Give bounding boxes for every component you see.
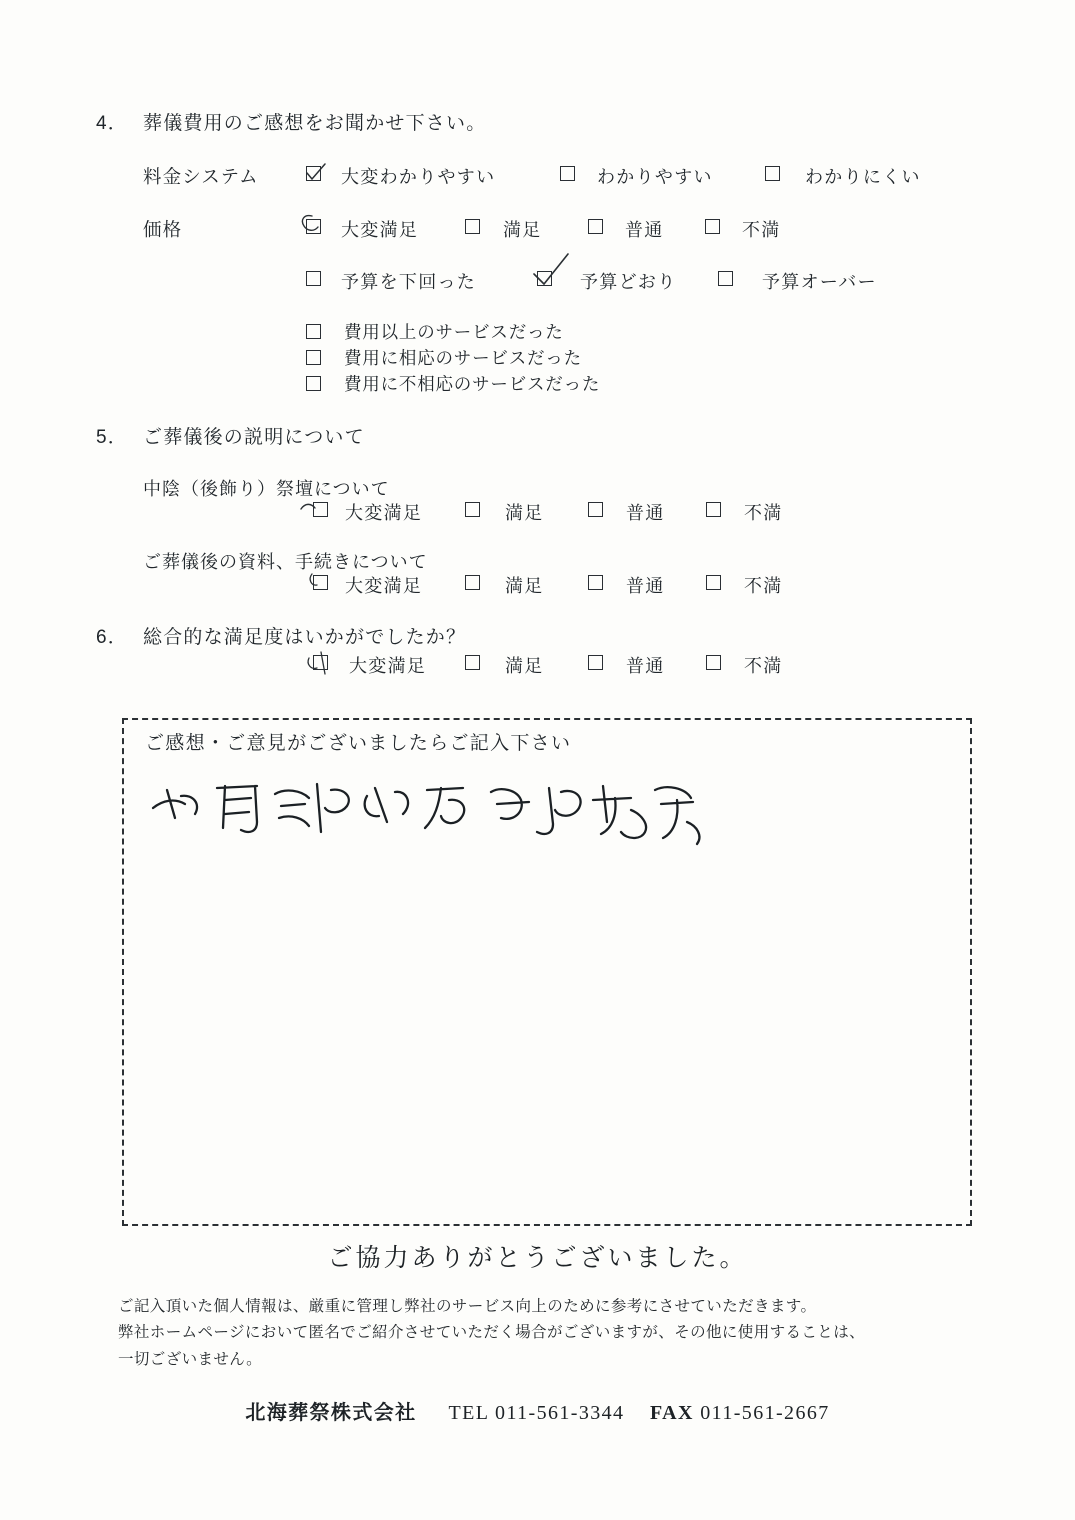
q4-row3-checkbox-0[interactable]: [306, 271, 321, 286]
q5-row2-option-2[interactable]: 普通: [626, 576, 665, 596]
question-6-number: 6．: [96, 627, 128, 648]
q6-row1-checkbox-3[interactable]: [706, 655, 721, 670]
q5-row1-option-0[interactable]: 大変満足: [345, 503, 423, 523]
company-contact-line: [0, 1396, 1075, 1425]
q4-service-checkbox-2[interactable]: [306, 376, 321, 391]
q4-row1-option-1[interactable]: わかりやすい: [597, 167, 713, 187]
q5-row2-checkbox-3[interactable]: [706, 575, 721, 590]
q4-row2-option-3[interactable]: 不満: [742, 220, 781, 240]
privacy-notice-line-3: 一切ございません。: [118, 1350, 263, 1368]
q4-service-checkbox-1[interactable]: [306, 350, 321, 365]
question-4-number: 4．: [96, 113, 128, 134]
thanks-message: ご協力ありがとうございました。: [327, 1244, 748, 1272]
q4-service-option-2[interactable]: 費用に不相応のサービスだった: [344, 374, 601, 394]
q6-row1-option-1[interactable]: 満足: [505, 656, 544, 676]
q6-row1-option-0[interactable]: 大変満足: [349, 656, 427, 676]
q5-row2-checkbox-2[interactable]: [588, 575, 603, 590]
question-5-number: 5．: [96, 427, 128, 448]
privacy-notice-line-1: ご記入頂いた個人情報は、厳重に管理し弊社のサービス向上のために参考にさせていただきます。: [118, 1298, 817, 1315]
fax-label: FAX: [650, 1402, 694, 1424]
comment-box-title: ご感想・ご意見がございましたらご記入下さい: [145, 733, 572, 754]
q4-row1-checkbox-0[interactable]: [306, 166, 321, 181]
question-5-title: ご葬儀後の説明について: [143, 427, 365, 448]
q5-row1-option-2[interactable]: 普通: [626, 503, 665, 523]
q5-row2-checkbox-1[interactable]: [465, 575, 480, 590]
tel-label: TEL: [448, 1402, 489, 1424]
q5-row2-option-3[interactable]: 不満: [744, 576, 783, 596]
q4-row2-option-0[interactable]: 大変満足: [341, 220, 419, 240]
fax-number: 011-561-2667: [700, 1402, 830, 1424]
q4-row1-option-2[interactable]: わかりにくい: [805, 167, 921, 187]
q4-row3-option-0[interactable]: 予算を下回った: [341, 272, 477, 292]
q4-row3-checkbox-2[interactable]: [718, 271, 733, 286]
q4-row2-checkbox-1[interactable]: [465, 219, 480, 234]
q4-row3-option-1[interactable]: 予算どおり: [580, 272, 677, 292]
question-4-title: 葬儀費用のご感想をお聞かせ下さい。: [143, 113, 487, 134]
tel-number: 011-561-3344: [495, 1402, 625, 1424]
q6-row1-checkbox-0[interactable]: [313, 655, 328, 670]
q4-row2-option-1[interactable]: 満足: [503, 220, 542, 240]
privacy-notice: [118, 1294, 968, 1373]
q4-row3-option-2[interactable]: 予算オーバー: [762, 272, 877, 292]
q5-row1-checkbox-3[interactable]: [706, 502, 721, 517]
q5-row2-checkbox-0[interactable]: [313, 575, 328, 590]
q4-row2-option-2[interactable]: 普通: [625, 220, 664, 240]
q5-row2-option-0[interactable]: 大変満足: [345, 576, 423, 596]
q4-row2-checkbox-0[interactable]: [306, 219, 321, 234]
q6-row1-option-3[interactable]: 不満: [744, 656, 783, 676]
privacy-notice-line-2: 弊社ホームページにおいて匿名でご紹介させていただく場合がございますが、その他に使用することは、: [118, 1324, 865, 1342]
q5-row1-option-1[interactable]: 満足: [505, 503, 544, 523]
handwritten-comment: [145, 770, 705, 860]
company-name: 北海葬祭株式会社: [245, 1402, 417, 1424]
q5-row1-checkbox-0[interactable]: [313, 502, 328, 517]
q4-row3-checkbox-1[interactable]: [537, 271, 552, 286]
q6-row1-option-2[interactable]: 普通: [626, 656, 665, 676]
q5-row2-label: ご葬儀後の資料、手続きについて: [143, 552, 428, 572]
q5-row1-option-3[interactable]: 不満: [744, 503, 783, 523]
q4-row1-checkbox-2[interactable]: [765, 166, 780, 181]
q4-row1-checkbox-1[interactable]: [560, 166, 575, 181]
question-6-title: 総合的な満足度はいかがでしたか？: [143, 627, 467, 648]
q5-row1-label: 中陰（後飾り）祭壇について: [143, 479, 390, 499]
q4-service-option-1[interactable]: 費用に相応のサービスだった: [344, 348, 582, 368]
q4-row2-checkbox-3[interactable]: [705, 219, 720, 234]
q6-row1-checkbox-2[interactable]: [588, 655, 603, 670]
q4-row1-label: 料金システム: [143, 166, 259, 187]
q5-row2-option-1[interactable]: 満足: [505, 576, 544, 596]
q4-service-option-0[interactable]: 費用以上のサービスだった: [344, 322, 564, 342]
q4-row2-label: 価格: [143, 219, 183, 240]
q5-row1-checkbox-1[interactable]: [465, 502, 480, 517]
q4-service-checkbox-0[interactable]: [306, 324, 321, 339]
q5-row1-checkbox-2[interactable]: [588, 502, 603, 517]
q4-row1-option-0[interactable]: 大変わかりやすい: [341, 167, 496, 187]
q4-row2-checkbox-2[interactable]: [588, 219, 603, 234]
q6-row1-checkbox-1[interactable]: [465, 655, 480, 670]
